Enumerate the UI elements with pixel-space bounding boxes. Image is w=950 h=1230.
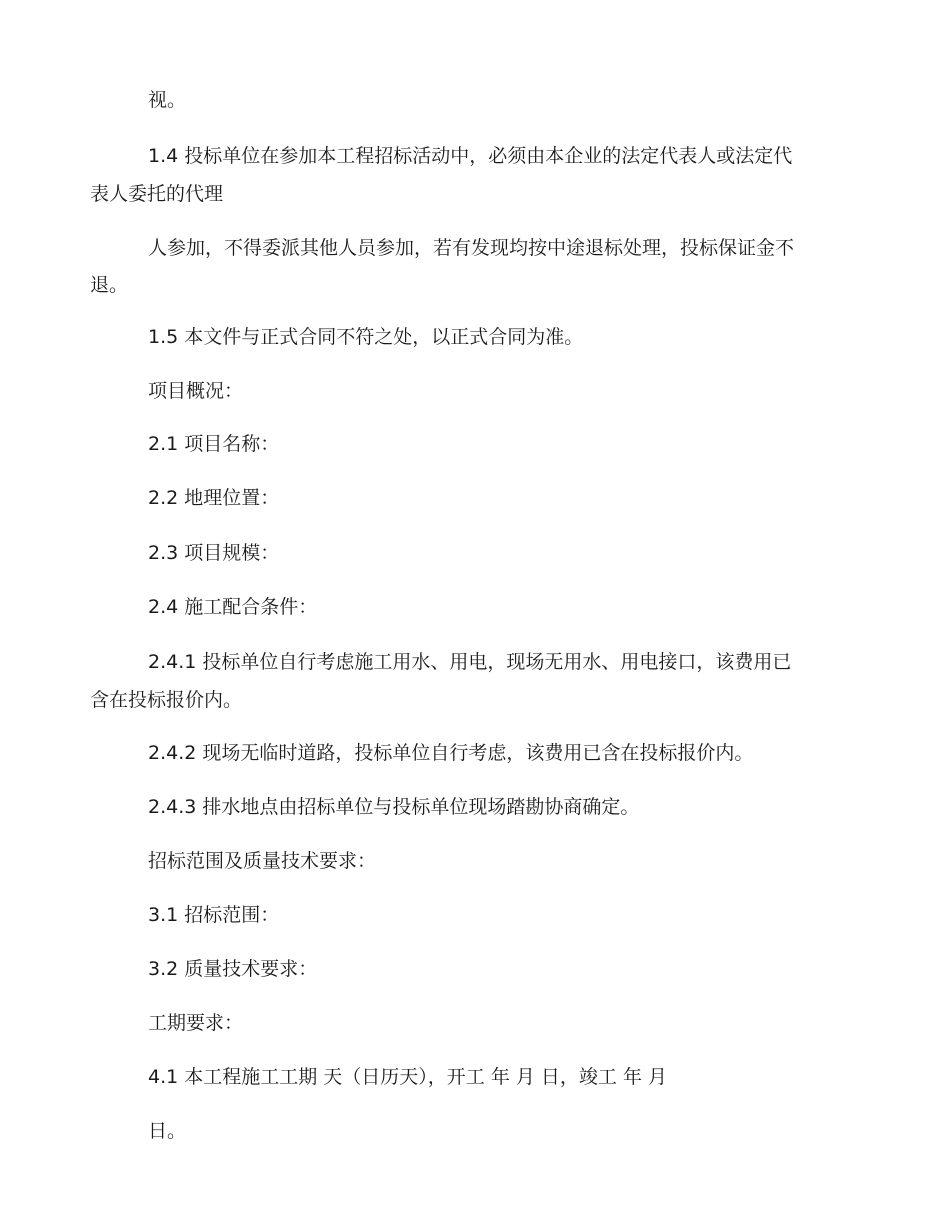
text-line: 2.4.3 排水地点由招标单位与投标单位现场踏勘协商确定。 [148, 796, 640, 818]
section-heading: 工期要求： [148, 1012, 244, 1034]
text-line: 2.4.1 投标单位自行考虑施工用水、用电，现场无用水、用电接口，该费用已 [148, 651, 792, 673]
text-line: 2.2 地理位置： [148, 487, 280, 509]
text-line: 1.5 本文件与正式合同不符之处，以正式合同为准。 [148, 326, 584, 348]
text-line: 日。 [148, 1120, 187, 1142]
text-line: 3.1 招标范围： [148, 904, 280, 926]
text-line: 视。 [148, 89, 187, 111]
text-line: 2.3 项目规模： [148, 542, 280, 564]
text-line: 人参加，不得委派其他人员参加，若有发现均按中途退标处理，投标保证金不 [148, 237, 795, 259]
section-heading: 招标范围及质量技术要求： [148, 850, 377, 872]
text-line: 退。 [90, 274, 129, 296]
section-heading: 项目概况： [148, 380, 244, 402]
text-line: 4.1 本工程施工工期 天（日历天），开工 年 月 日，竣工 年 月 [148, 1066, 667, 1088]
text-line: 3.2 质量技术要求： [148, 958, 318, 980]
text-line: 表人委托的代理 [90, 183, 224, 205]
text-line: 1.4 投标单位在参加本工程招标活动中，必须由本企业的法定代表人或法定代 [148, 145, 793, 167]
text-line: 2.4.2 现场无临时道路，投标单位自行考虑，该费用已含在投标报价内。 [148, 742, 754, 764]
text-line: 2.1 项目名称： [148, 433, 280, 455]
text-line: 含在投标报价内。 [90, 689, 243, 711]
text-line: 2.4 施工配合条件： [148, 596, 318, 618]
